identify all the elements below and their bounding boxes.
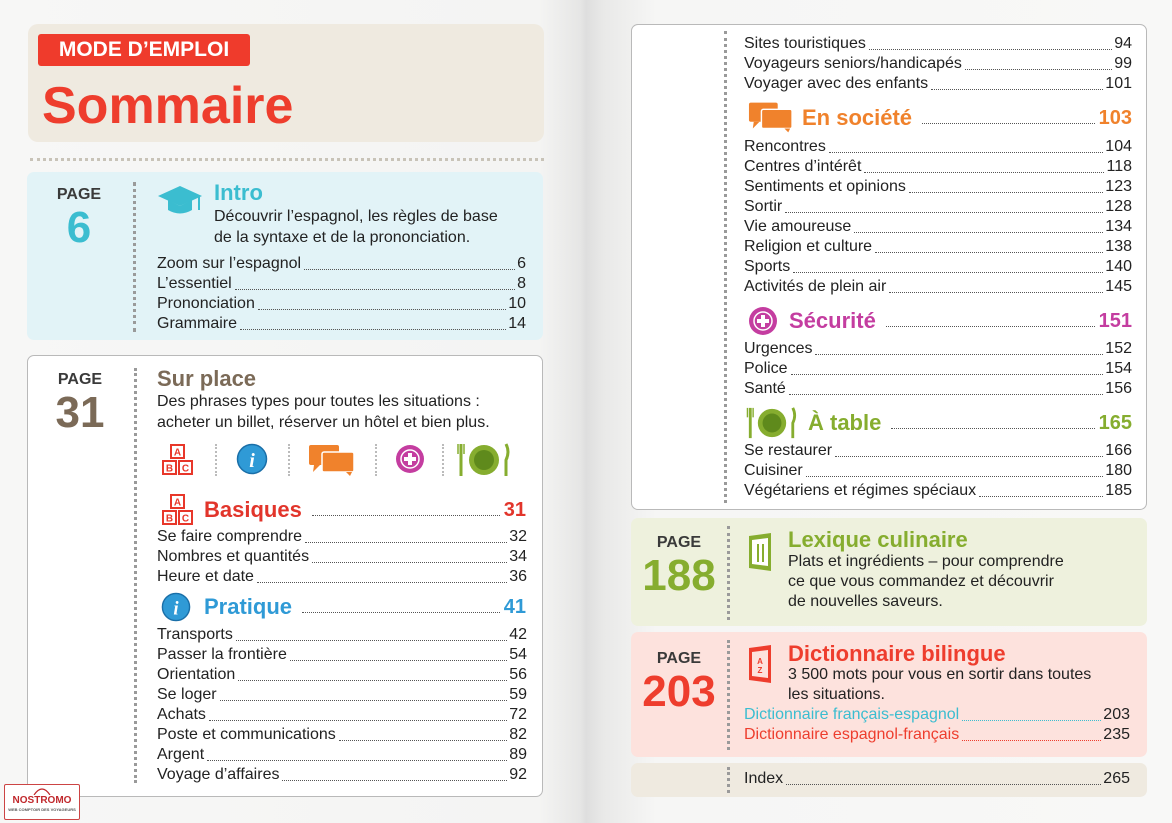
sur-place-section — [27, 355, 543, 797]
list-item[interactable]: Rencontres 104 — [744, 138, 1132, 155]
list-item[interactable]: Nombres et quantités 34 — [157, 548, 527, 565]
sur-place-continued — [631, 24, 1147, 510]
pratique-heading[interactable]: Pratique 41 — [204, 594, 526, 619]
lexique-title: Lexique culinaire — [788, 527, 968, 552]
list-item[interactable]: Urgences 152 — [744, 340, 1132, 357]
vertical-divider — [724, 31, 727, 503]
list-item[interactable]: Grammaire 14 — [157, 315, 526, 332]
page-label: PAGE — [656, 650, 702, 667]
list-item[interactable]: Santé 156 — [744, 380, 1132, 397]
svg-text:B: B — [165, 463, 174, 475]
lexique-section — [631, 518, 1147, 626]
dictionnaire-title: Dictionnaire bilingue — [788, 641, 1006, 666]
vertical-divider — [134, 368, 137, 783]
list-item[interactable]: Sentiments et opinions 123 — [744, 178, 1132, 195]
securite-list — [744, 339, 1132, 399]
dotted-divider — [30, 158, 544, 161]
list-item[interactable]: Poste et communications 82 — [157, 726, 527, 743]
list-item[interactable]: Sports 140 — [744, 258, 1132, 275]
dictionnaire-description: 3 500 mots pour vous en sortir dans toutes les situations. — [788, 666, 1092, 703]
lexique-description: Plats et ingrédients – pour comprendre ce que vous commandez et découvrir de nouvelles saveurs. — [788, 553, 1064, 610]
list-item[interactable]: Orientation 56 — [157, 666, 527, 683]
medical-cross-icon — [395, 444, 425, 474]
vertical-divider — [727, 640, 730, 750]
abc-blocks-icon — [162, 494, 196, 526]
list-item[interactable]: Passer la frontière 54 — [157, 646, 527, 663]
list-item[interactable]: Zoom sur l’espagnol 6 — [157, 255, 526, 272]
page-label: PAGE — [56, 186, 102, 203]
a-table-heading[interactable]: À table 165 — [808, 410, 1132, 435]
list-item[interactable]: Heure et date 36 — [157, 568, 527, 585]
page-title: Sommaire — [42, 77, 294, 135]
svg-text:A: A — [173, 497, 182, 509]
list-item[interactable]: Se faire comprendre 32 — [157, 528, 527, 545]
list-item[interactable]: Dictionnaire espagnol-français 235 — [744, 726, 1130, 743]
list-item[interactable]: Argent 89 — [157, 746, 527, 763]
dictionnaire-list — [744, 705, 1130, 745]
vertical-divider — [727, 767, 730, 793]
dictionary-icon — [747, 644, 775, 684]
list-item[interactable]: Cuisiner 180 — [744, 462, 1132, 479]
vertical-divider — [727, 526, 730, 620]
securite-heading[interactable]: Sécurité 151 — [789, 308, 1132, 333]
list-item[interactable]: Achats 72 — [157, 706, 527, 723]
speech-bubbles-icon — [748, 101, 794, 133]
svg-text:i: i — [249, 450, 255, 472]
plate-cutlery-icon — [745, 406, 799, 440]
graduation-cap-icon — [157, 184, 203, 218]
intro-description: Découvrir l’espagnol, les règles de base de la syntaxe et de la prononciation. — [214, 208, 498, 246]
svg-text:Z: Z — [757, 666, 763, 675]
list-item[interactable]: Végétariens et régimes spéciaux 185 — [744, 482, 1132, 499]
list-item[interactable]: Activités de plein air 145 — [744, 278, 1132, 295]
top-list — [744, 34, 1132, 94]
list-item[interactable]: Se loger 59 — [157, 686, 527, 703]
list-item[interactable]: Centres d’intérêt 118 — [744, 158, 1132, 175]
list-item[interactable]: Dictionnaire français-espagnol 203 — [744, 706, 1130, 723]
list-item[interactable]: Prononciation 10 — [157, 295, 526, 312]
page-label: PAGE — [656, 534, 702, 551]
intro-list — [157, 254, 526, 334]
speech-bubbles-icon — [308, 444, 356, 476]
abc-blocks-icon — [162, 444, 196, 476]
list-item[interactable]: Se restaurer 166 — [744, 442, 1132, 459]
list-item[interactable]: Religion et culture 138 — [744, 238, 1132, 255]
page-number: 203 — [642, 667, 716, 716]
list-item[interactable]: L’essentiel 8 — [157, 275, 526, 292]
svg-text:C: C — [181, 463, 190, 475]
pratique-list — [157, 625, 527, 785]
a-table-list — [744, 441, 1132, 501]
intro-title: Intro — [214, 180, 263, 205]
svg-text:C: C — [181, 513, 190, 525]
list-item[interactable]: Police 154 — [744, 360, 1132, 377]
dictionnaire-section — [631, 632, 1147, 757]
list-item[interactable]: Voyage d’affaires 92 — [157, 766, 527, 783]
menu-book-icon — [747, 532, 775, 572]
svg-text:B: B — [165, 513, 174, 525]
en-societe-heading[interactable]: En société 103 — [802, 105, 1132, 130]
svg-text:A: A — [757, 657, 763, 666]
list-item[interactable]: Sortir 128 — [744, 198, 1132, 215]
medical-cross-icon — [748, 306, 778, 336]
info-icon — [161, 592, 191, 622]
page-number: 6 — [66, 203, 92, 252]
index-item[interactable]: Index 265 — [744, 770, 1130, 787]
sur-place-title: Sur place — [157, 366, 257, 391]
svg-text:A: A — [173, 447, 182, 459]
list-item[interactable]: Transports 42 — [157, 626, 527, 643]
en-societe-list — [744, 137, 1132, 297]
nostromo-logo: NOSTROMO WEB COMPTOIR DES VOYAGEURS — [4, 784, 80, 820]
page-number: 31 — [55, 388, 105, 437]
mode-emploi-tag: MODE D’EMPLOI — [38, 34, 250, 66]
page-number: 188 — [642, 551, 716, 600]
list-item[interactable]: Vie amoureuse 134 — [744, 218, 1132, 235]
basiques-list — [157, 527, 527, 587]
basiques-heading[interactable]: Basiques 31 — [204, 497, 526, 522]
plate-cutlery-icon — [456, 442, 512, 478]
list-item[interactable]: Voyager avec des enfants 101 — [744, 75, 1132, 92]
page-label: PAGE — [57, 371, 103, 388]
list-item[interactable]: Sites touristiques 94 — [744, 35, 1132, 52]
globe-icon — [32, 787, 52, 795]
svg-text:i: i — [173, 598, 179, 620]
sur-place-description: Des phrases types pour toutes les situations : acheter un billet, réserver un hôtel et bien plus. — [157, 393, 490, 431]
intro-section — [27, 172, 543, 340]
index-section — [631, 763, 1147, 797]
info-icon — [236, 443, 268, 475]
vertical-divider — [133, 182, 136, 332]
list-item[interactable]: Voyageurs seniors/handicapés 99 — [744, 55, 1132, 72]
